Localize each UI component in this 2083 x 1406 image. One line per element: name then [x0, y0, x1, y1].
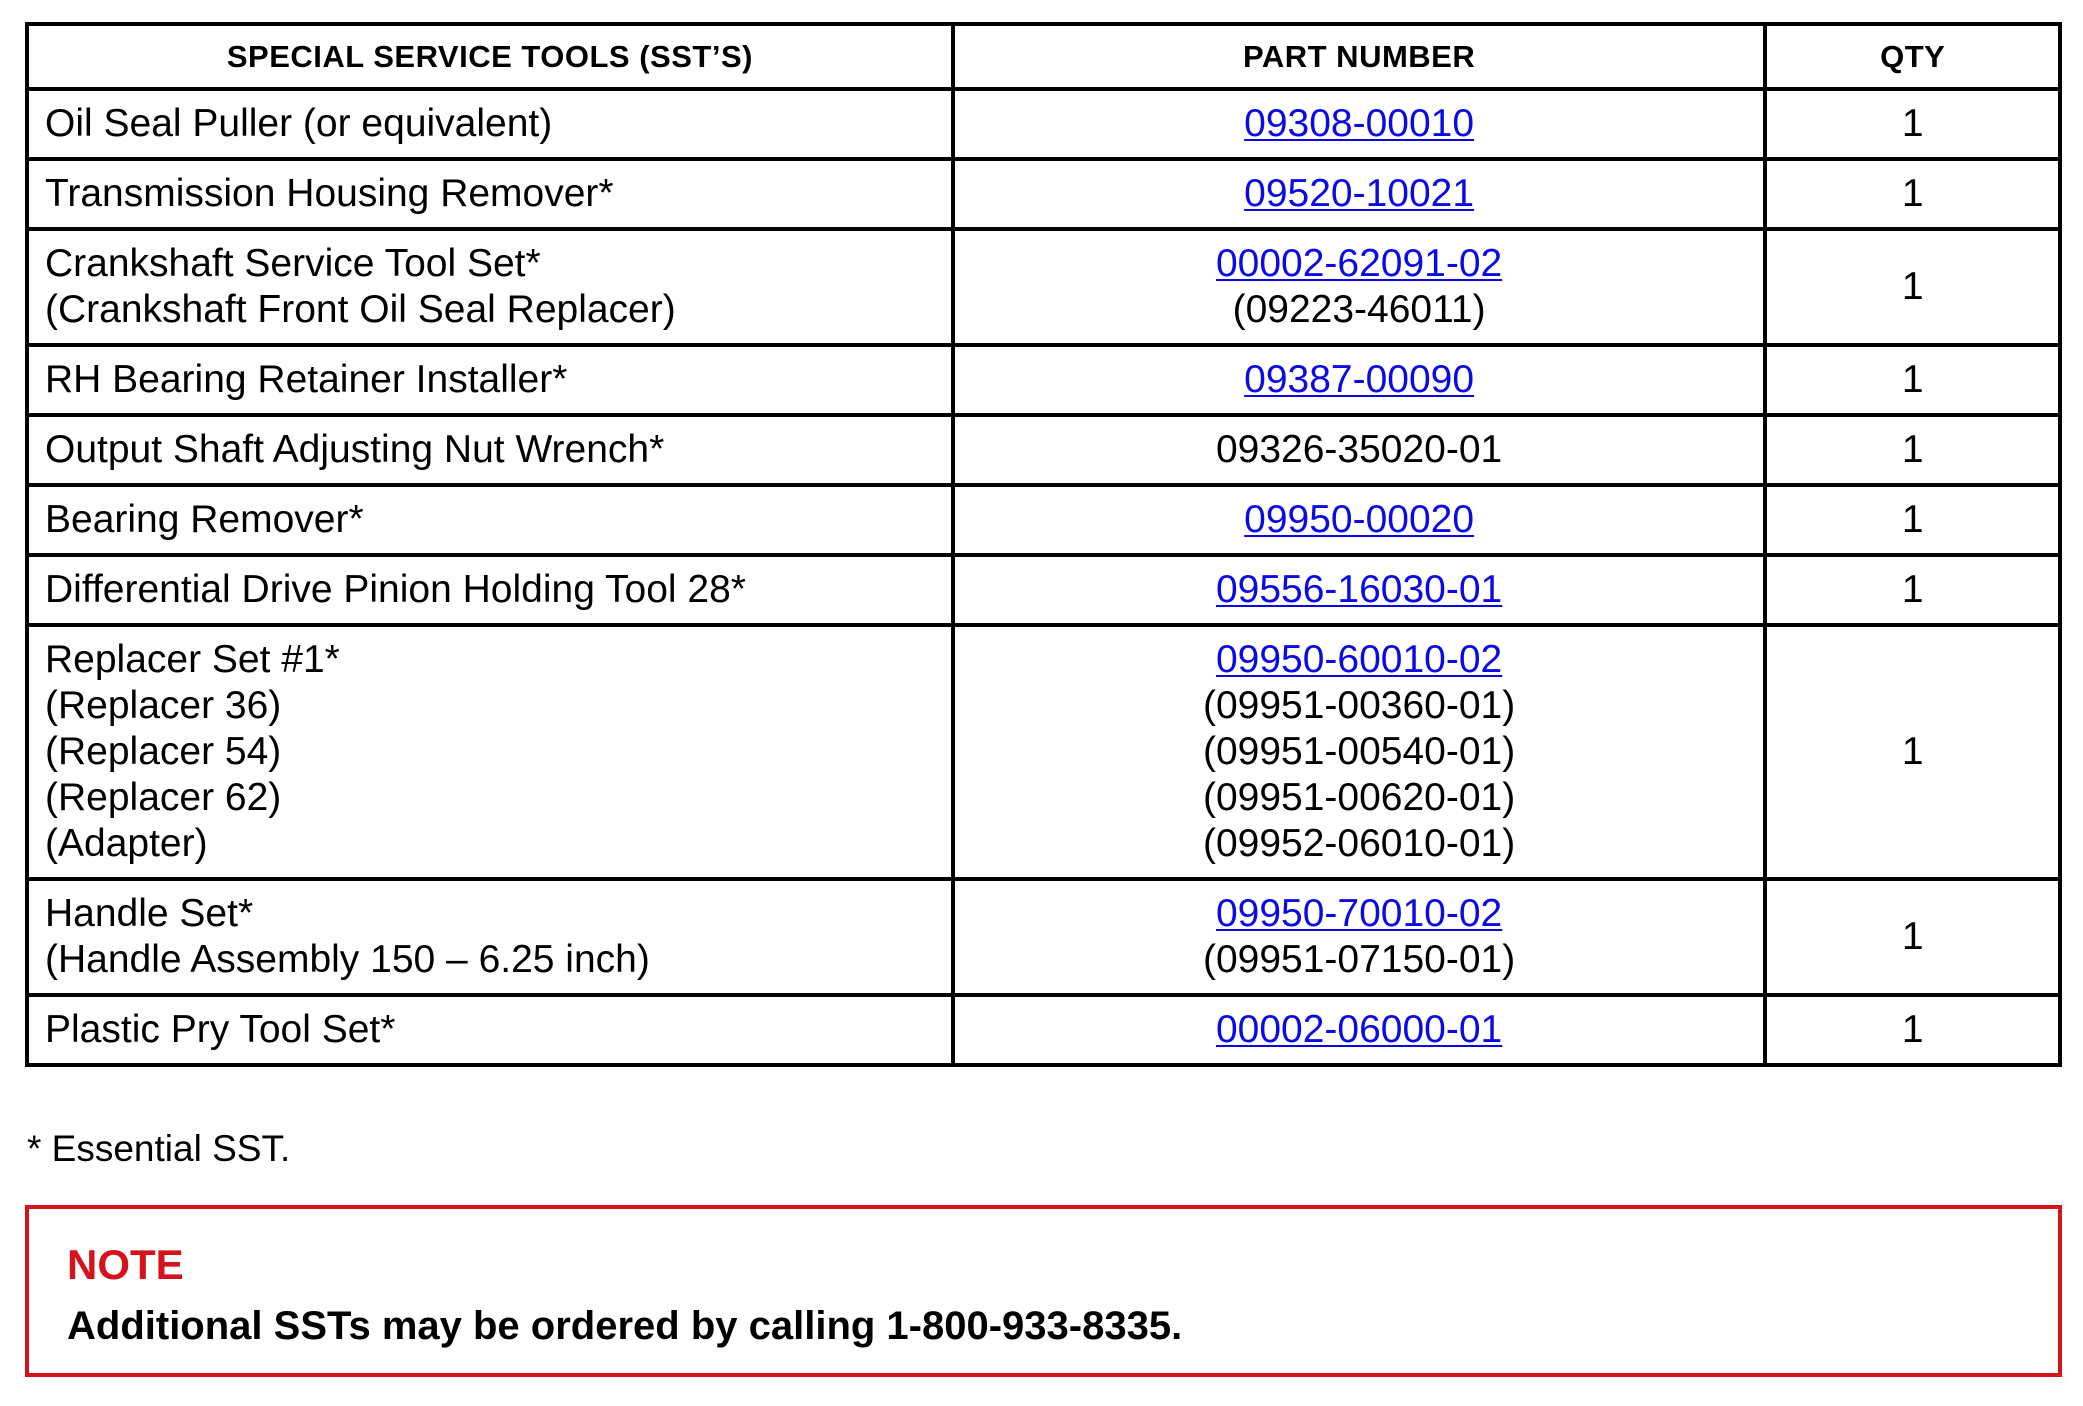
- part-number-cell: [953, 995, 1766, 1065]
- note-title: NOTE: [67, 1241, 184, 1288]
- part-number-cell: [953, 625, 1766, 879]
- tool-name: (Crankshaft Front Oil Seal Replacer): [45, 288, 676, 331]
- part-number: (09951-07150-01): [1202, 938, 1516, 981]
- tool-name-cell: [27, 229, 953, 345]
- tool-name: (Replacer 54): [45, 730, 282, 773]
- part-number-line: [955, 891, 1764, 937]
- table-body: [27, 89, 2060, 1065]
- table-header-row: [27, 24, 2060, 89]
- tool-name: Output Shaft Adjusting Nut Wrench*: [45, 428, 665, 471]
- table-row: [27, 89, 2060, 159]
- tool-name-cell: [27, 995, 953, 1065]
- part-number-line: [955, 937, 1764, 983]
- table-row: [27, 229, 2060, 345]
- tool-name-cell: [27, 485, 953, 555]
- tool-name: Handle Set*: [45, 892, 254, 935]
- qty-cell: 1: [1765, 555, 2060, 625]
- part-number: (09223-46011): [1232, 288, 1486, 331]
- note-box: [25, 1205, 2062, 1377]
- part-number-cell: [953, 89, 1766, 159]
- qty-cell: 1: [1765, 879, 2060, 995]
- part-number-line: [955, 497, 1764, 543]
- tool-name-cell: [27, 159, 953, 229]
- note-text: Additional SSTs may be ordered by calling 1-800-933-8335.: [67, 1304, 1183, 1348]
- part-number: (09952-06010-01): [1202, 822, 1516, 865]
- header-tool: SPECIAL SERVICE TOOLS (SST’S): [27, 24, 953, 89]
- part-number-cell: [953, 415, 1766, 485]
- part-number-line: [955, 357, 1764, 403]
- tool-name-cell: [27, 89, 953, 159]
- part-number-cell: [953, 159, 1766, 229]
- table-row: [27, 159, 2060, 229]
- part-number-line: [955, 1007, 1764, 1053]
- header-part-number: PART NUMBER: [953, 24, 1766, 89]
- part-number-link[interactable]: 09556-16030-01: [1215, 568, 1503, 611]
- qty-cell: 1: [1765, 89, 2060, 159]
- part-number-cell: [953, 879, 1766, 995]
- tool-name-cell: [27, 555, 953, 625]
- part-number-line: [955, 567, 1764, 613]
- tool-name: Transmission Housing Remover*: [45, 172, 614, 215]
- tool-name: Differential Drive Pinion Holding Tool 28*: [45, 568, 746, 611]
- part-number-cell: [953, 345, 1766, 415]
- part-number-line: [955, 287, 1764, 333]
- tool-name: (Adapter): [45, 822, 208, 865]
- part-number: (09951-00540-01): [1202, 730, 1516, 773]
- tool-name: (Handle Assembly 150 – 6.25 inch): [45, 938, 650, 981]
- tool-name: (Replacer 36): [45, 684, 282, 727]
- tool-name: Plastic Pry Tool Set*: [45, 1008, 396, 1051]
- qty-cell: 1: [1765, 625, 2060, 879]
- header-qty: QTY: [1765, 24, 2060, 89]
- part-number-link[interactable]: 09387-00090: [1244, 358, 1475, 401]
- part-number-line: [955, 427, 1764, 473]
- tool-name: (Replacer 62): [45, 776, 282, 819]
- qty-cell: 1: [1765, 159, 2060, 229]
- sst-table: [25, 22, 2062, 1067]
- part-number: (09951-00360-01): [1202, 684, 1516, 727]
- table-row: [27, 345, 2060, 415]
- qty-cell: 1: [1765, 415, 2060, 485]
- table-row: [27, 879, 2060, 995]
- part-number-line: [955, 101, 1764, 147]
- qty-cell: 1: [1765, 485, 2060, 555]
- part-number-line: [955, 683, 1764, 729]
- part-number-line: [955, 637, 1764, 683]
- tool-name: Oil Seal Puller (or equivalent): [45, 102, 553, 145]
- tool-name-cell: [27, 415, 953, 485]
- qty-cell: 1: [1765, 345, 2060, 415]
- part-number-line: [955, 241, 1764, 287]
- table-row: [27, 625, 2060, 879]
- qty-cell: 1: [1765, 995, 2060, 1065]
- part-number: 09326-35020-01: [1215, 428, 1503, 471]
- table-row: [27, 485, 2060, 555]
- table-row: [27, 555, 2060, 625]
- part-number-link[interactable]: 09950-70010-02: [1215, 892, 1503, 935]
- part-number-line: [955, 729, 1764, 775]
- table-row: [27, 995, 2060, 1065]
- part-number-link[interactable]: 09950-00020: [1244, 498, 1475, 541]
- part-number: (09951-00620-01): [1202, 776, 1516, 819]
- part-number-line: [955, 821, 1764, 867]
- footnote: * Essential SST.: [27, 1128, 291, 1169]
- tool-name: Replacer Set #1*: [45, 638, 340, 681]
- part-number-link[interactable]: 00002-62091-02: [1215, 242, 1503, 285]
- part-number-cell: [953, 229, 1766, 345]
- tool-name-cell: [27, 625, 953, 879]
- tool-name-cell: [27, 345, 953, 415]
- part-number-link[interactable]: 00002-06000-01: [1215, 1008, 1503, 1051]
- tool-name: Crankshaft Service Tool Set*: [45, 242, 541, 285]
- part-number-cell: [953, 485, 1766, 555]
- qty-cell: 1: [1765, 229, 2060, 345]
- tool-name-cell: [27, 879, 953, 995]
- tool-name: Bearing Remover*: [45, 498, 364, 541]
- part-number-cell: [953, 555, 1766, 625]
- part-number-link[interactable]: 09520-10021: [1244, 172, 1475, 215]
- part-number-line: [955, 775, 1764, 821]
- part-number-link[interactable]: 09308-00010: [1244, 102, 1475, 145]
- tool-name: RH Bearing Retainer Installer*: [45, 358, 568, 401]
- part-number-link[interactable]: 09950-60010-02: [1215, 638, 1503, 681]
- part-number-line: [955, 171, 1764, 217]
- table-row: [27, 415, 2060, 485]
